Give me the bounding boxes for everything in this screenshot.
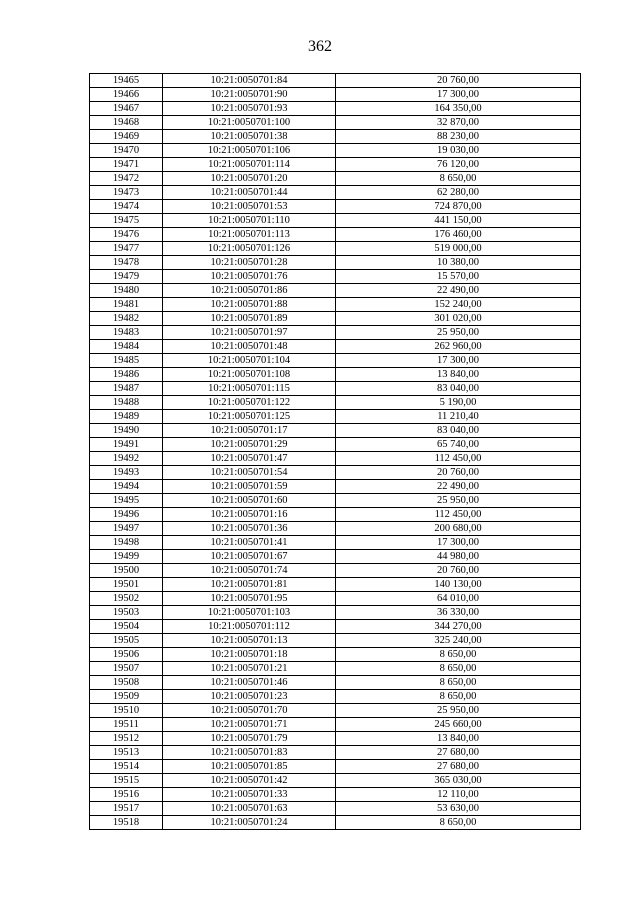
row-number-cell: 19489 [90,410,163,424]
cadastral-number-cell: 10:21:0050701:97 [163,326,336,340]
row-number-cell: 19517 [90,802,163,816]
row-number-cell: 19502 [90,592,163,606]
cadastral-number-cell: 10:21:0050701:103 [163,606,336,620]
cadastral-number-cell: 10:21:0050701:84 [163,74,336,88]
row-number-cell: 19473 [90,186,163,200]
table-row [90,242,581,256]
row-number-cell: 19484 [90,340,163,354]
cadastral-number-cell: 10:21:0050701:89 [163,312,336,326]
cadastral-number-cell: 10:21:0050701:112 [163,620,336,634]
table-row [90,564,581,578]
amount-cell: 10 380,00 [336,256,581,270]
row-number-cell: 19518 [90,816,163,830]
row-number-cell: 19482 [90,312,163,326]
cadastral-number-cell: 10:21:0050701:53 [163,200,336,214]
cadastral-number-cell: 10:21:0050701:125 [163,410,336,424]
amount-cell: 8 650,00 [336,816,581,830]
amount-cell: 262 960,00 [336,340,581,354]
row-number-cell: 19501 [90,578,163,592]
amount-cell: 8 650,00 [336,662,581,676]
amount-cell: 17 300,00 [336,354,581,368]
cadastral-number-cell: 10:21:0050701:115 [163,382,336,396]
cadastral-number-cell: 10:21:0050701:44 [163,186,336,200]
table-row [90,732,581,746]
amount-cell: 8 650,00 [336,690,581,704]
cadastral-number-cell: 10:21:0050701:79 [163,732,336,746]
amount-cell: 44 980,00 [336,550,581,564]
table-row [90,760,581,774]
cadastral-number-cell: 10:21:0050701:42 [163,774,336,788]
cadastral-number-cell: 10:21:0050701:41 [163,536,336,550]
amount-cell: 8 650,00 [336,676,581,690]
table-body [90,74,581,830]
table-row [90,396,581,410]
row-number-cell: 19474 [90,200,163,214]
table-row [90,480,581,494]
row-number-cell: 19511 [90,718,163,732]
cadastral-number-cell: 10:21:0050701:70 [163,704,336,718]
row-number-cell: 19481 [90,298,163,312]
cadastral-number-cell: 10:21:0050701:88 [163,298,336,312]
table-row [90,326,581,340]
table-row [90,382,581,396]
amount-cell: 36 330,00 [336,606,581,620]
table-row [90,578,581,592]
amount-cell: 22 490,00 [336,480,581,494]
cadastral-number-cell: 10:21:0050701:21 [163,662,336,676]
cadastral-number-cell: 10:21:0050701:60 [163,494,336,508]
amount-cell: 83 040,00 [336,382,581,396]
row-number-cell: 19467 [90,102,163,116]
amount-cell: 76 120,00 [336,158,581,172]
table-row [90,774,581,788]
cadastral-number-cell: 10:21:0050701:18 [163,648,336,662]
amount-cell: 724 870,00 [336,200,581,214]
amount-cell: 83 040,00 [336,424,581,438]
cadastral-number-cell: 10:21:0050701:108 [163,368,336,382]
cadastral-number-cell: 10:21:0050701:46 [163,676,336,690]
amount-cell: 62 280,00 [336,186,581,200]
amount-cell: 19 030,00 [336,144,581,158]
row-number-cell: 19483 [90,326,163,340]
amount-cell: 25 950,00 [336,494,581,508]
table-row [90,718,581,732]
table-row [90,102,581,116]
cadastral-number-cell: 10:21:0050701:76 [163,270,336,284]
row-number-cell: 19477 [90,242,163,256]
amount-cell: 20 760,00 [336,564,581,578]
amount-cell: 65 740,00 [336,438,581,452]
cadastral-number-cell: 10:21:0050701:95 [163,592,336,606]
amount-cell: 32 870,00 [336,116,581,130]
table-row [90,648,581,662]
amount-cell: 200 680,00 [336,522,581,536]
row-number-cell: 19475 [90,214,163,228]
cadastral-number-cell: 10:21:0050701:85 [163,760,336,774]
amount-cell: 25 950,00 [336,704,581,718]
amount-cell: 11 210,40 [336,410,581,424]
cadastral-number-cell: 10:21:0050701:71 [163,718,336,732]
cadastral-number-cell: 10:21:0050701:113 [163,228,336,242]
row-number-cell: 19466 [90,88,163,102]
cadastral-number-cell: 10:21:0050701:93 [163,102,336,116]
cadastral-number-cell: 10:21:0050701:63 [163,802,336,816]
row-number-cell: 19472 [90,172,163,186]
cadastral-number-cell: 10:21:0050701:13 [163,634,336,648]
amount-cell: 176 460,00 [336,228,581,242]
table-row [90,172,581,186]
amount-cell: 25 950,00 [336,326,581,340]
row-number-cell: 19506 [90,648,163,662]
amount-cell: 27 680,00 [336,760,581,774]
table-row [90,676,581,690]
table-row [90,746,581,760]
table-row [90,354,581,368]
cadastral-number-cell: 10:21:0050701:54 [163,466,336,480]
table-row [90,788,581,802]
table-row [90,340,581,354]
cadastral-number-cell: 10:21:0050701:59 [163,480,336,494]
table-row [90,214,581,228]
cadastral-number-cell: 10:21:0050701:74 [163,564,336,578]
table-row [90,256,581,270]
row-number-cell: 19509 [90,690,163,704]
table-row [90,438,581,452]
row-number-cell: 19507 [90,662,163,676]
cadastral-number-cell: 10:21:0050701:20 [163,172,336,186]
amount-cell: 20 760,00 [336,466,581,480]
table-row [90,312,581,326]
table-row [90,494,581,508]
cadastral-number-cell: 10:21:0050701:86 [163,284,336,298]
table-row [90,606,581,620]
row-number-cell: 19499 [90,550,163,564]
cadastral-number-cell: 10:21:0050701:114 [163,158,336,172]
cadastral-number-cell: 10:21:0050701:38 [163,130,336,144]
cadastral-number-cell: 10:21:0050701:126 [163,242,336,256]
table-row [90,284,581,298]
cadastral-number-cell: 10:21:0050701:106 [163,144,336,158]
row-number-cell: 19492 [90,452,163,466]
amount-cell: 13 840,00 [336,732,581,746]
row-number-cell: 19480 [90,284,163,298]
table-row [90,704,581,718]
table-row [90,634,581,648]
cadastral-number-cell: 10:21:0050701:104 [163,354,336,368]
table-row [90,74,581,88]
amount-cell: 112 450,00 [336,452,581,466]
cadastral-number-cell: 10:21:0050701:81 [163,578,336,592]
table-row [90,508,581,522]
row-number-cell: 19515 [90,774,163,788]
amount-cell: 140 130,00 [336,578,581,592]
row-number-cell: 19490 [90,424,163,438]
table-row [90,368,581,382]
row-number-cell: 19503 [90,606,163,620]
amount-cell: 301 020,00 [336,312,581,326]
cadastral-number-cell: 10:21:0050701:122 [163,396,336,410]
table-row [90,802,581,816]
row-number-cell: 19468 [90,116,163,130]
cadastral-number-cell: 10:21:0050701:48 [163,340,336,354]
cadastral-number-cell: 10:21:0050701:28 [163,256,336,270]
row-number-cell: 19485 [90,354,163,368]
table-row [90,298,581,312]
amount-cell: 344 270,00 [336,620,581,634]
amount-cell: 152 240,00 [336,298,581,312]
cadastral-number-cell: 10:21:0050701:24 [163,816,336,830]
row-number-cell: 19494 [90,480,163,494]
row-number-cell: 19495 [90,494,163,508]
amount-cell: 53 630,00 [336,802,581,816]
table-row [90,662,581,676]
amount-cell: 22 490,00 [336,284,581,298]
amount-cell: 325 240,00 [336,634,581,648]
table-row [90,130,581,144]
row-number-cell: 19493 [90,466,163,480]
table-row [90,144,581,158]
row-number-cell: 19496 [90,508,163,522]
amount-cell: 245 660,00 [336,718,581,732]
row-number-cell: 19512 [90,732,163,746]
row-number-cell: 19513 [90,746,163,760]
table-row [90,452,581,466]
amount-cell: 64 010,00 [336,592,581,606]
amount-cell: 17 300,00 [336,88,581,102]
row-number-cell: 19478 [90,256,163,270]
row-number-cell: 19514 [90,760,163,774]
cadastral-number-cell: 10:21:0050701:90 [163,88,336,102]
amount-cell: 112 450,00 [336,508,581,522]
table-row [90,410,581,424]
row-number-cell: 19486 [90,368,163,382]
table-row [90,158,581,172]
cadastral-number-cell: 10:21:0050701:23 [163,690,336,704]
row-number-cell: 19476 [90,228,163,242]
row-number-cell: 19500 [90,564,163,578]
registry-table [89,73,581,830]
table-row [90,270,581,284]
row-number-cell: 19469 [90,130,163,144]
amount-cell: 12 110,00 [336,788,581,802]
row-number-cell: 19488 [90,396,163,410]
table-row [90,116,581,130]
table-row [90,620,581,634]
table-row [90,690,581,704]
row-number-cell: 19516 [90,788,163,802]
table-row [90,186,581,200]
table-row [90,88,581,102]
table-row [90,536,581,550]
table-row [90,550,581,564]
amount-cell: 164 350,00 [336,102,581,116]
amount-cell: 27 680,00 [336,746,581,760]
row-number-cell: 19497 [90,522,163,536]
row-number-cell: 19491 [90,438,163,452]
amount-cell: 20 760,00 [336,74,581,88]
cadastral-number-cell: 10:21:0050701:47 [163,452,336,466]
amount-cell: 8 650,00 [336,172,581,186]
table-row [90,592,581,606]
cadastral-number-cell: 10:21:0050701:36 [163,522,336,536]
table-row [90,200,581,214]
table-row [90,522,581,536]
cadastral-number-cell: 10:21:0050701:83 [163,746,336,760]
row-number-cell: 19508 [90,676,163,690]
cadastral-number-cell: 10:21:0050701:17 [163,424,336,438]
cadastral-number-cell: 10:21:0050701:110 [163,214,336,228]
row-number-cell: 19498 [90,536,163,550]
row-number-cell: 19471 [90,158,163,172]
amount-cell: 8 650,00 [336,648,581,662]
table-row [90,816,581,830]
amount-cell: 15 570,00 [336,270,581,284]
amount-cell: 13 840,00 [336,368,581,382]
cadastral-number-cell: 10:21:0050701:100 [163,116,336,130]
table-row [90,228,581,242]
cadastral-number-cell: 10:21:0050701:33 [163,788,336,802]
amount-cell: 17 300,00 [336,536,581,550]
cadastral-number-cell: 10:21:0050701:16 [163,508,336,522]
amount-cell: 88 230,00 [336,130,581,144]
amount-cell: 365 030,00 [336,774,581,788]
page-number: 362 [308,38,332,55]
amount-cell: 5 190,00 [336,396,581,410]
row-number-cell: 19487 [90,382,163,396]
row-number-cell: 19470 [90,144,163,158]
amount-cell: 441 150,00 [336,214,581,228]
table-row [90,424,581,438]
cadastral-number-cell: 10:21:0050701:29 [163,438,336,452]
table-row [90,466,581,480]
row-number-cell: 19504 [90,620,163,634]
cadastral-number-cell: 10:21:0050701:67 [163,550,336,564]
row-number-cell: 19510 [90,704,163,718]
amount-cell: 519 000,00 [336,242,581,256]
row-number-cell: 19505 [90,634,163,648]
row-number-cell: 19465 [90,74,163,88]
row-number-cell: 19479 [90,270,163,284]
